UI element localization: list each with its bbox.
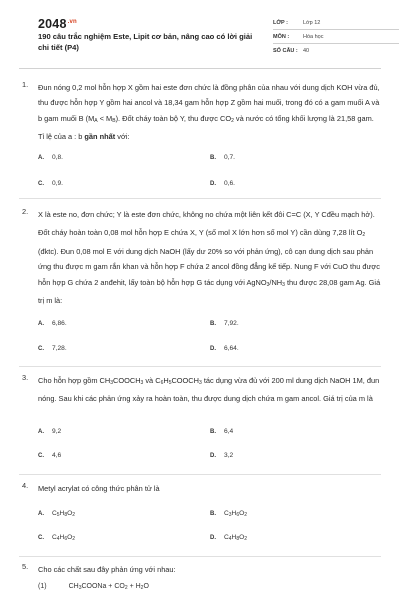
site-logo[interactable]: $2048^{.vn}$ xyxy=(38,17,77,31)
document-title: 190 câu trắc nghiệm Este, Lipit cơ bản, nâng cao có lời giải chi tiết (P4) xyxy=(38,32,253,52)
question-3 xyxy=(19,373,381,459)
option-a[interactable]: A. 0,8. xyxy=(38,154,63,161)
option-a[interactable]: A. 6,86. xyxy=(38,320,67,327)
meta-table xyxy=(273,16,399,58)
option-d[interactable]: D. 3,2 xyxy=(210,452,234,459)
option-a[interactable]: A. 9,2 xyxy=(38,428,62,435)
header-divider xyxy=(19,68,381,69)
reaction-equation: $CH_3COONa + CO_2 + H_2O$ xyxy=(68,583,149,591)
question-text: Cho các chất sau đây phản ứng với nhau: xyxy=(38,565,176,574)
question-divider xyxy=(19,556,381,557)
meta-value: Hóa học xyxy=(303,33,324,40)
option-c[interactable]: C. $C_4H_6O_2$ xyxy=(38,534,76,542)
meta-label: SỐ CÂU : xyxy=(273,48,298,54)
question-text: Cho hỗn hợp gồm $CH_3COOCH_3$ và $C_6H_5COOCH_3$ tác dụng vừa đủ với 200 ml dung dịch NaOH 1M, đun nóng. Sau khi các phản ứng xảy ra hoàn toàn, thu được dung dịch chứa m gam ancol. Giá trị của m là xyxy=(38,376,380,404)
question-divider xyxy=(19,198,381,199)
meta-row-subject xyxy=(273,30,399,44)
question-1 xyxy=(19,80,381,187)
option-b[interactable]: B. 0,7. xyxy=(210,154,235,161)
question-number: 3. xyxy=(22,373,29,382)
question-number: 2. xyxy=(22,207,29,216)
meta-value: Lớp 12 xyxy=(303,19,321,26)
question-number: 4. xyxy=(22,481,29,490)
meta-label: MÔN : xyxy=(273,33,290,40)
question-divider xyxy=(19,366,381,367)
option-d[interactable]: D. 0,6. xyxy=(210,180,235,187)
meta-row-class xyxy=(273,16,399,30)
option-c[interactable]: C. 4,6 xyxy=(38,452,62,459)
option-c[interactable]: C. 0,9. xyxy=(38,180,63,187)
question-text: Metyl acrylat có công thức phân tử là xyxy=(38,484,160,493)
meta-row-count xyxy=(273,44,399,58)
option-d[interactable]: D. 6,64. xyxy=(210,345,239,352)
meta-label: LỚP : xyxy=(273,19,288,26)
reaction-line xyxy=(38,583,149,591)
question-5 xyxy=(19,562,381,591)
question-number: 1. xyxy=(22,80,29,89)
question-number: 5. xyxy=(22,562,29,571)
question-2 xyxy=(19,207,381,352)
meta-value: 40 xyxy=(303,48,310,54)
option-b[interactable]: B. 7,92. xyxy=(210,320,239,327)
option-b[interactable]: B. $C_3H_6O_2$ xyxy=(210,510,248,518)
question-4 xyxy=(19,481,381,542)
question-text: Đun nóng 0,2 mol hỗn hợp X gồm hai este đơn chức là đồng phân của nhau với dung dịch KOH vừa đủ, thu được hỗn hợp Y gồm hai ancol và 18,34 gam hỗn hợp Z gồm hai muối, trong đó có a gam muối A và b gam muối B $(M_A < M_B)$. Đốt cháy toàn bộ Y, thu được $CO_2$ và nước có tổng khối lượng là 21,58 gam. Tỉ lệ của a : b gần nhất với: xyxy=(38,83,380,142)
page-header xyxy=(19,0,381,62)
option-d[interactable]: D. $C_4H_8O_2$ xyxy=(210,534,248,542)
reaction-label: (1) xyxy=(38,583,47,590)
option-b[interactable]: B. 6,4 xyxy=(210,428,234,435)
option-c[interactable]: C. 7,28. xyxy=(38,345,67,352)
question-divider xyxy=(19,474,381,475)
option-a[interactable]: A. $C_5H_8O_2$ xyxy=(38,510,76,518)
question-text: X là este no, đơn chức; Y là este đơn chức, không no chứa một liên kết đôi C=C (X, Y Cđều mạch hở). Đốt cháy hoàn toàn 0,08 mol hỗn hợp E chứa X, Y (số mol X lớn hơn số mol Y) cần dùng 7,28 lít $O_2$ (đktc). Đun 0,08 mol E với dung dịch NaOH (lấy dư 20% so với phản ứng), cô cạn dung dịch sau phản ứng thu được m gam rắn khan và hỗn hợp F chứa 2 ancol đồng đẳng kế tiếp. Nung F với CuO thu được hỗn hợp G chứa 2 anđehit, lấy toàn bộ hỗn hợp G tác dụng với $AgNO_3/NH_3$ thu được 28,08 gam Ag. Giá trị m là: xyxy=(38,210,381,306)
